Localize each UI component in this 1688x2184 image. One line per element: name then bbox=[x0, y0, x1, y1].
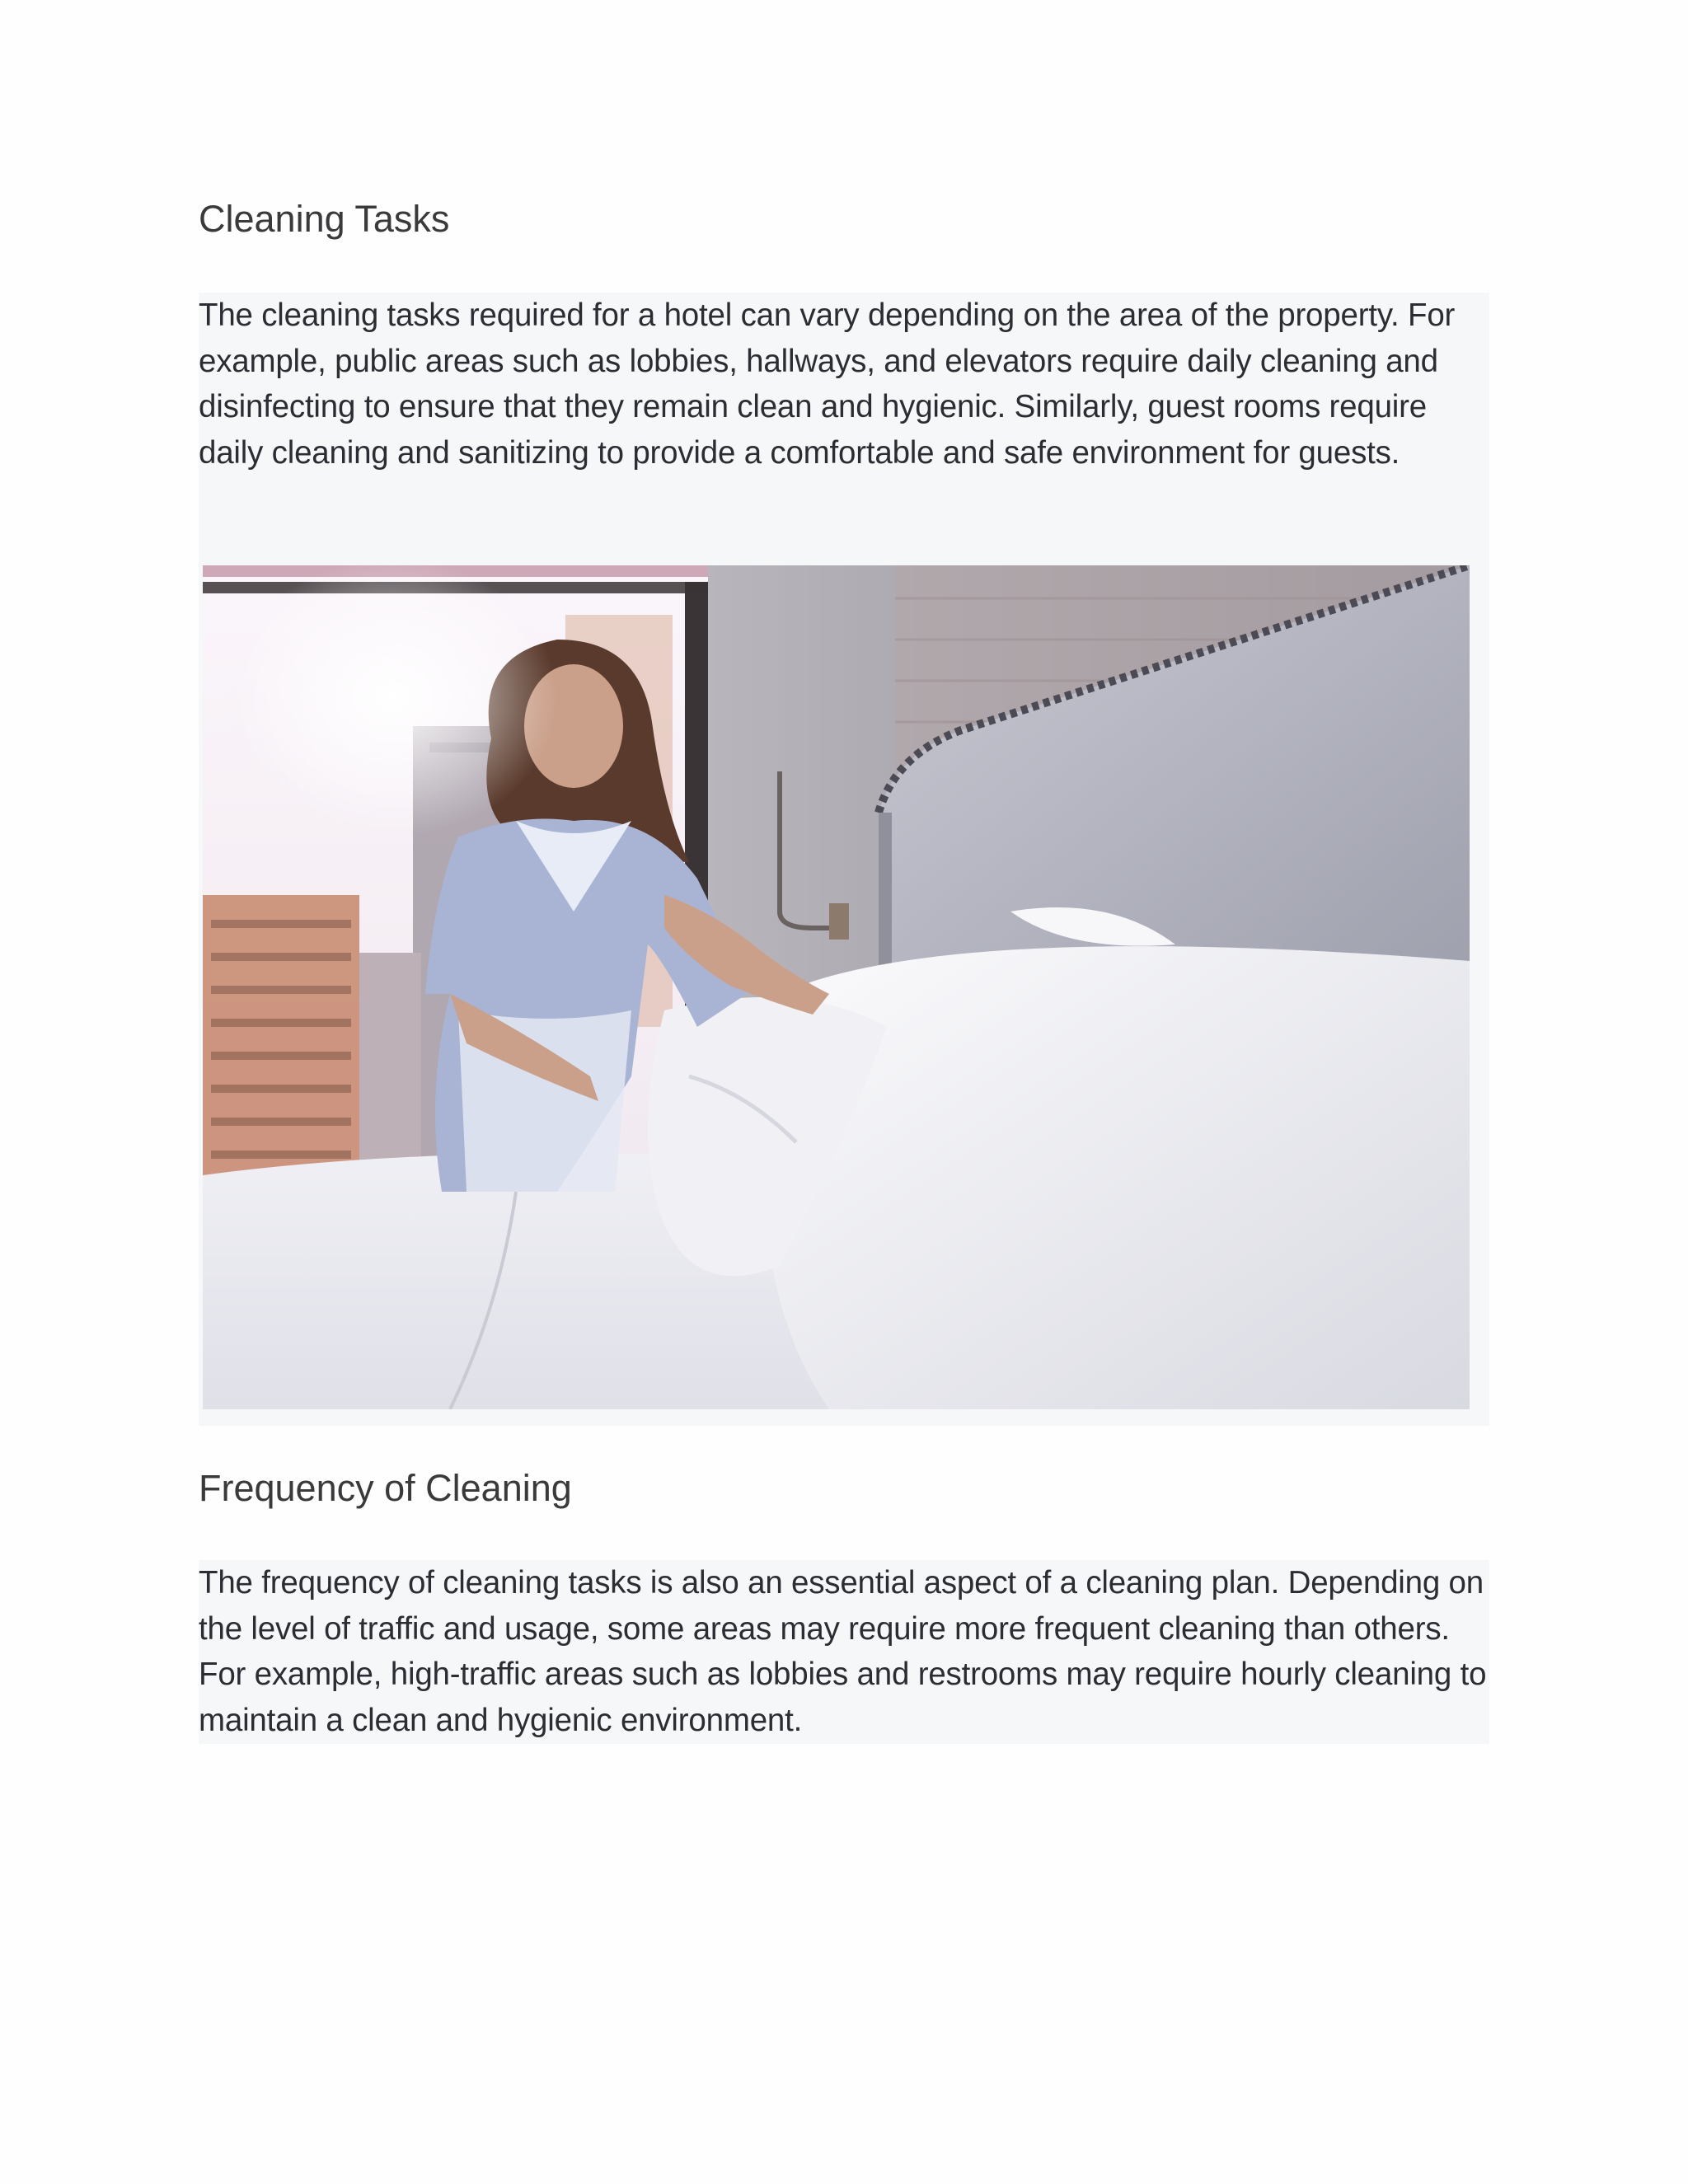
cleaning-tasks-paragraph: The cleaning tasks required for a hotel can vary depending on the area of the property. For example, public areas such as lobbies, hallways, and elevators require daily cleaning and disinfecting to ensure that they remain clean and hygienic. Similarly, guest rooms require daily cleaning and sanitizing to provide a comfortable and safe environment for guests. bbox=[199, 298, 1456, 471]
cleaning-tasks-block bbox=[199, 293, 1489, 1426]
section-heading-frequency-of-cleaning: Frequency of Cleaning bbox=[199, 1467, 572, 1509]
frequency-of-cleaning-block bbox=[199, 1560, 1489, 1744]
frequency-of-cleaning-paragraph: The frequency of cleaning tasks is also an essential aspect of a cleaning plan. Depending on the level of traffic and usage, some areas may require more frequent cleaning than others. For example, high-traffic areas such as lobbies and restrooms may require hourly cleaning to maintain a clean and hygienic environment. bbox=[199, 1565, 1487, 1738]
section-heading-cleaning-tasks: Cleaning Tasks bbox=[199, 198, 450, 240]
housekeeper-making-bed-image bbox=[203, 565, 1470, 1409]
